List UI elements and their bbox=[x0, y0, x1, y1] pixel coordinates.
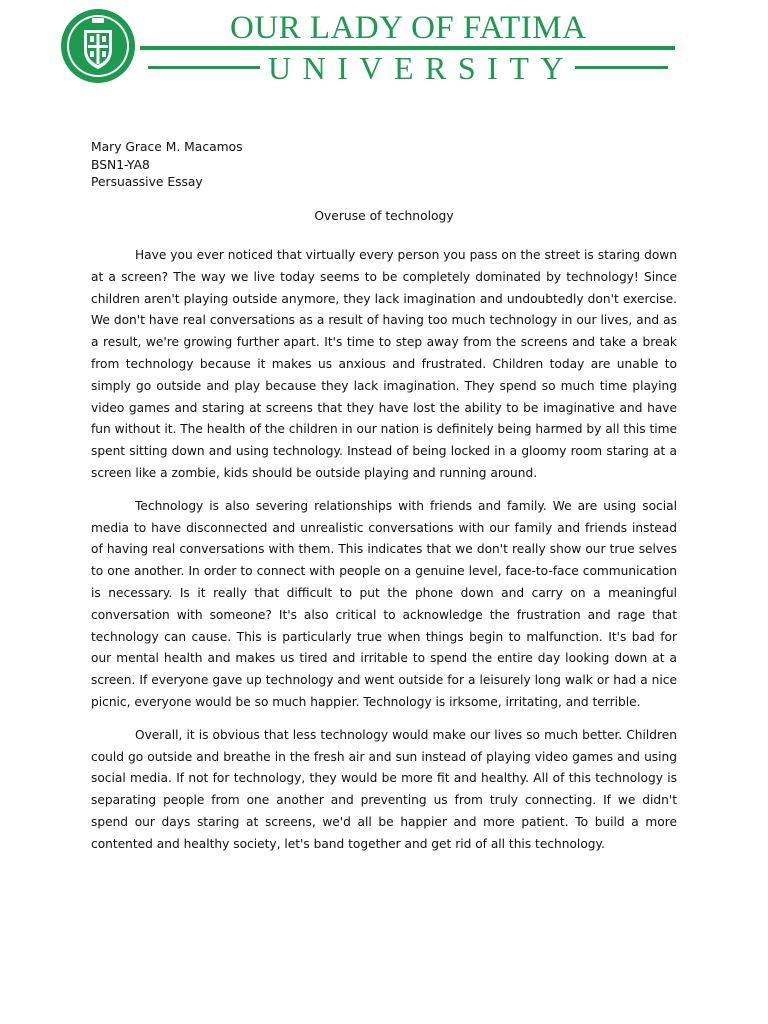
university-word: UNIVERSITY bbox=[268, 50, 575, 86]
header-rule-right bbox=[575, 66, 668, 69]
header-rule-left bbox=[148, 66, 260, 69]
author-section: BSN1-YA8 bbox=[91, 157, 150, 172]
essay-title: Overuse of technology bbox=[314, 209, 454, 223]
essay-paragraph-1: Have you ever noticed that virtually every person you pass on the street is staring down at a screen? The way we live today seems to be completely dominated by technology! Since children aren't playing outside anymore, they lack imagination and undoubtedly don't exercise. We don't have real conversations as a result of having too much technology in our lives, and as a result, we're growing further apart. It's time to step away from the screens and take a break from technology because it makes us anxious and frustrated. Children today are unable to simply go outside and play because they lack imagination. They spend so much time playing video games and staring at screens that they have lost the ability to be imaginative and have fun without it. The health of the children in our nation is definitely being harmed by all this time spent sitting down and using technology. Instead of being locked in a gloomy room staring at a screen like a zombie, kids should be outside playing and running around. bbox=[91, 248, 677, 480]
essay-paragraph-2: Technology is also severing relationships with friends and family. We are using social media to have disconnected and unrealistic conversations with our family and friends instead of having real conversations with them. This indicates that we don't really show our true selves to one another. In order to connect with people on a genuine level, face-to-face communication is necessary. Is it really that difficult to put the phone down and carry on a meaningful conversation with someone? It's also critical to acknowledge the frustration and rage that technology can cause. This is particularly true when things begin to malfunction. It's bad for our mental health and makes us tired and irritable to spend the entire day looking down at a screen. If everyone gave up technology and went outside for a leisurely long walk or had a nice picnic, everyone would be so much happier. Technology is irksome, irritating, and terrible. bbox=[91, 498, 677, 709]
university-name: OUR LADY OF FATIMA bbox=[230, 10, 587, 46]
author-block bbox=[91, 139, 243, 192]
essay-type: Persuassive Essay bbox=[91, 175, 203, 189]
author-name: Mary Grace M. Macamos bbox=[91, 140, 243, 154]
essay-paragraph-3: Overall, it is obvious that less technology would make our lives so much better. Children could go outside and breathe in the fresh air and sun instead of playing video games and using social media. If not for technology, they would be more fit and healthy. All of this technology is separating people from one another and preventing us from truly connecting. If we didn't spend our days staring at screens, we'd all be happier and more patient. To build a more contented and healthy society, let's band together and get rid of all this technology. bbox=[91, 727, 677, 851]
university-seal-icon bbox=[60, 8, 136, 84]
essay-body bbox=[91, 245, 677, 867]
